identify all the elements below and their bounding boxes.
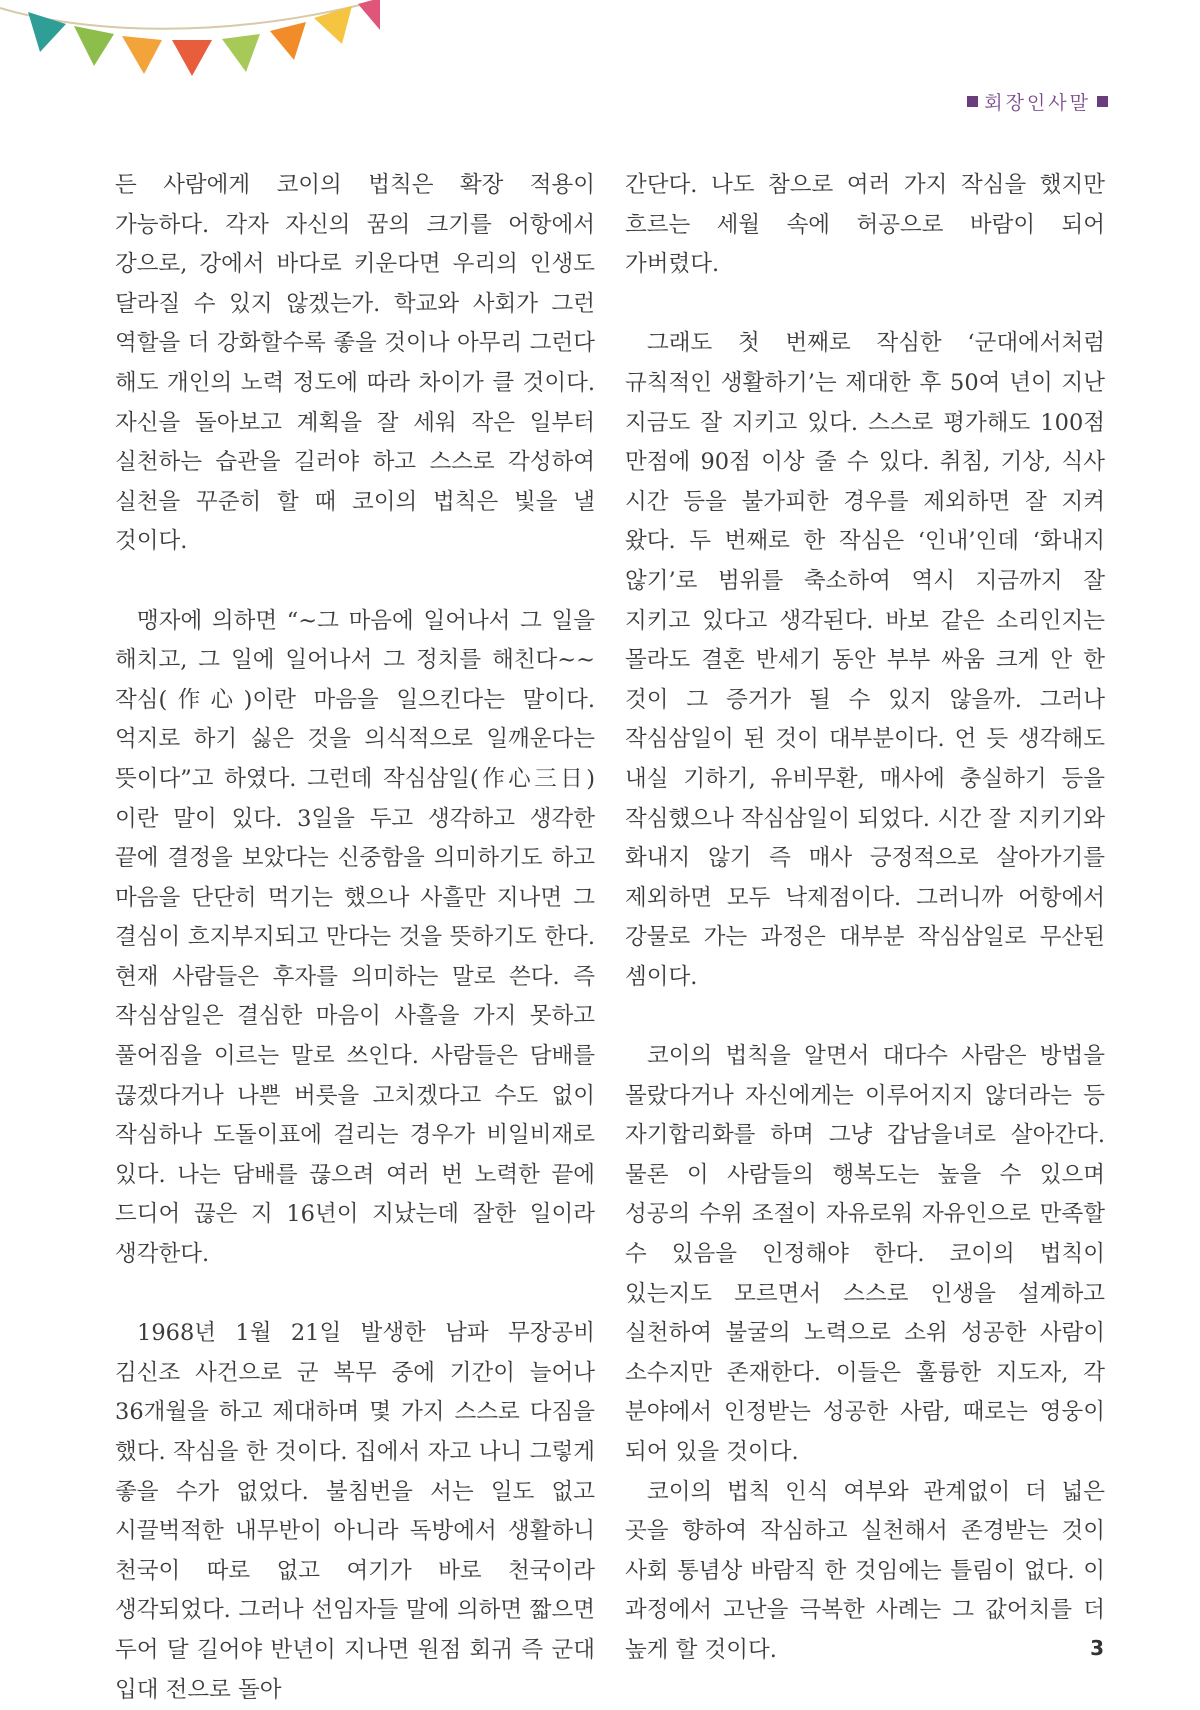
square-bullet-icon	[967, 96, 978, 107]
bunting-flag	[358, 0, 380, 30]
left-column	[115, 166, 595, 1710]
paragraph: 간단다. 나도 참으로 여러 가지 작심을 했지만 흐르는 세월 속에 허공으로 바람이 되어 가버렸다.	[625, 172, 1105, 278]
right-column	[625, 166, 1105, 1671]
paragraph: 코이의 법칙을 알면서 대다수 사람은 방법을 몰랐다거나 자신에게는 이루어지지 않더라는 등 자기합리화를 하며 그냥 갑남을녀로 살아간다. 물론 이 사람들의 행복도는 높을 수 있으며 성공의 수위 조절이 자유로워 자유인으로 만족할 수 있음을 인정해야 한다. 코이의 법칙이 있는지도 모르면서 스스로 인생을 설계하고 실천하여 불굴의 노력으로 소위 성공한 사람이 소수지만 존재한다. 이들은 훌륭한 지도자, 각 분야에서 인정받는 성공한 사람, 때로는 영웅이 되어 있을 것이다.	[625, 1043, 1105, 1465]
bunting-flag	[172, 40, 212, 76]
bunting-decoration	[0, 0, 380, 100]
bunting-flag	[270, 22, 306, 60]
square-bullet-icon	[1097, 96, 1108, 107]
bunting-flag	[222, 34, 260, 72]
paragraph: 맹자에 의하면 “~그 마음에 일어나서 그 일을 해치고, 그 일에 일어나서 그 정치를 해친다~~ 작심(作心)이란 마음을 일으킨다는 말이다. 억지로 하기 싫은 것을 의식적으로 일깨운다는 뜻이다”고 하였다. 그런데 작심삼일(作心三日)이란 말이 있다. 3일을 두고 생각하고 생각한 끝에 결정을 보았다는 신중함을 의미하기도 하고 마음을 단단히 먹기는 했으나 사흘만 지나면 그 결심이 흐지부지되고 만다는 것을 뜻하기도 한다. 현재 사람들은 후자를 의미하는 말로 쓴다. 즉 작심삼일은 결심한 마음이 사흘을 가지 못하고 풀어짐을 이르는 말로 쓰인다. 사람들은 담배를 끊겠다거나 나쁜 버릇을 고치겠다고 수도 없이 작심하나 도돌이표에 걸리는 경우가 비일비재로 있다. 나는 담배를 끊으려 여러 번 노력한 끝에 드디어 끊은 지 16년이 지났는데 잘한 일이라 생각한다.	[115, 607, 595, 1268]
paragraph: 그래도 첫 번째로 작심한 ‘군대에서처럼 규칙적인 생활하기’는 제대한 후 50여 년이 지난 지금도 잘 지키고 있다. 스스로 평가해도 100점 만점에 90점 이상 줄 수 있다. 취침, 기상, 식사 시간 등을 불가피한 경우를 제외하면 잘 지켜 왔다. 두 번째로 한 작심은 ‘인내’인데 ‘화내지 않기’로 범위를 축소하여 역시 지금까지 잘 지키고 있다고 생각된다. 바보 같은 소리인지는 몰라도 결혼 반세기 동안 부부 싸움 크게 안 한 것이 그 증거가 될 수 있지 않을까. 그러나 작심삼일이 된 것이 대부분이다. 언 듯 생각해도 내실 기하기, 유비무환, 매사에 충실하기 등을 작심했으나 작심삼일이 되었다. 시간 잘 지키기와 화내지 않기 즉 매사 긍정적으로 살아가기를 제외하면 모두 낙제점이다. 그러니까 어항에서 강물로 가는 과정은 대부분 작심삼일로 무산된 셈이다.	[625, 330, 1105, 990]
paragraph: 든 사람에게 코이의 법칙은 확장 적용이 가능하다. 각자 자신의 꿈의 크기를 어항에서 강으로, 강에서 바다로 키운다면 우리의 인생도 달라질 수 있지 않겠는가. 학교와 사회가 그런 역할을 더 강화할수록 좋을 것이나 아무리 그런다 해도 개인의 노력 정도에 따라 차이가 클 것이다. 자신을 돌아보고 계획을 잘 세워 작은 일부터 실천하는 습관을 길러야 하고 스스로 각성하여 실천을 꾸준히 할 때 코이의 법칙은 빛을 낼 것이다.	[115, 172, 595, 555]
paragraph: 코이의 법칙 인식 여부와 관계없이 더 넓은 곳을 향하여 작심하고 실천해서 존경받는 것이 사회 통념상 바람직 한 것임에는 틀림이 없다. 이 과정에서 고난을 극복한 사례는 그 값어치를 더 높게 할 것이다.	[625, 1478, 1105, 1663]
bunting-flag	[122, 36, 162, 74]
paragraph: 1968년 1월 21일 발생한 남파 무장공비 김신조 사건으로 군 복무 중에 기간이 늘어나 36개월을 하고 제대하며 몇 가지 스스로 다짐을 했다. 작심을 한 것이다. 집에서 자고 나니 그렇게 좋을 수가 없었다. 불침번을 서는 일도 없고 시끌벅적한 내무반이 아니라 독방에서 생활하니 천국이 따로 없고 여기가 바로 천국이라 생각되었다. 그러나 선임자들 말에 의하면 짧으면 두어 달 길어야 반년이 지나면 원점 회귀 즉 군대 입대 전으로 돌아	[115, 1320, 595, 1703]
page-number: 3	[1090, 1636, 1104, 1660]
section-title: 회장인사말	[984, 92, 1091, 114]
bunting-flag	[28, 12, 66, 52]
section-label	[967, 88, 1108, 115]
bunting-flag	[74, 26, 114, 66]
